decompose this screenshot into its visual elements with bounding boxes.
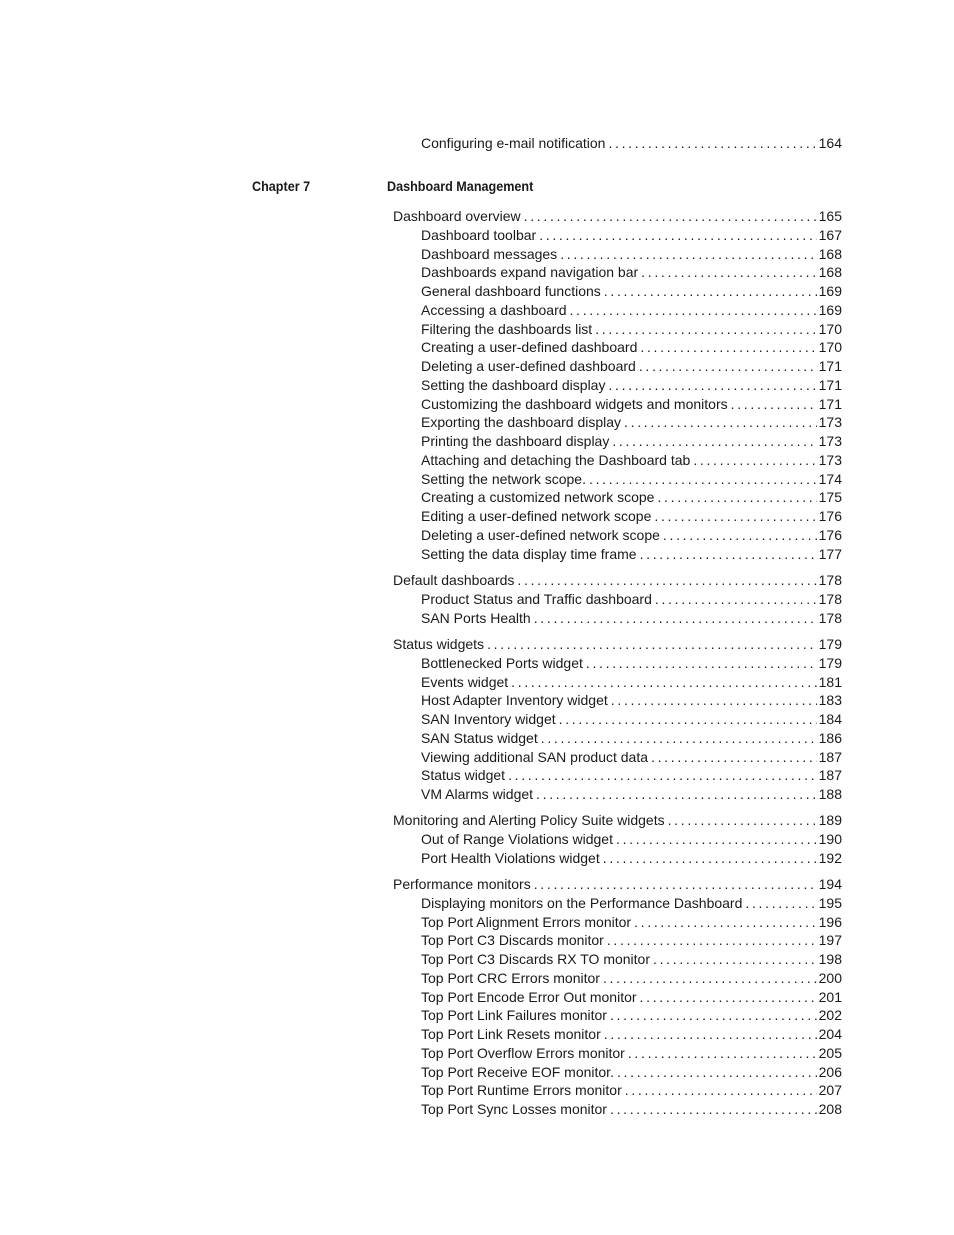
dot-leader xyxy=(603,969,817,988)
toc-entry-title: Monitoring and Alerting Policy Suite widgets xyxy=(393,812,665,828)
dot-leader xyxy=(653,950,817,969)
toc-entry-page: 206 xyxy=(818,1064,842,1080)
toc-entry-title: Editing a user-defined network scope xyxy=(421,508,652,524)
toc-entry-page: 178 xyxy=(818,572,842,588)
dot-leader xyxy=(651,748,817,767)
toc-entry-page: 175 xyxy=(818,489,842,505)
dot-leader xyxy=(603,849,817,868)
toc-entry[interactable] xyxy=(421,766,842,785)
dot-leader xyxy=(628,1044,817,1063)
toc-entry-page: 188 xyxy=(818,786,842,802)
toc-entry-title: Product Status and Traffic dashboard xyxy=(421,591,652,607)
toc-entry-page: 197 xyxy=(818,932,842,948)
toc-entry-page: 178 xyxy=(818,610,842,626)
toc-entry[interactable] xyxy=(421,654,842,673)
toc-entry-page: 207 xyxy=(818,1082,842,1098)
toc-entry-title: Viewing additional SAN product data xyxy=(421,749,649,765)
toc-entry-page: 170 xyxy=(818,339,842,355)
toc-entry[interactable] xyxy=(421,673,842,692)
toc-entry[interactable] xyxy=(421,894,842,913)
dot-leader xyxy=(508,766,817,785)
toc-entry-title: Performance monitors xyxy=(393,876,531,892)
toc-entry-page: 171 xyxy=(818,396,842,412)
toc-entry-title: Out of Range Violations widget xyxy=(421,831,613,847)
toc-entry-page: 192 xyxy=(818,850,842,866)
dot-leader xyxy=(536,785,817,804)
toc-entry-page: 205 xyxy=(818,1045,842,1061)
dot-leader xyxy=(595,320,816,339)
dot-leader xyxy=(610,1100,817,1119)
toc-entry[interactable] xyxy=(421,590,842,609)
toc-entry-title: Deleting a user-defined network scope xyxy=(421,527,660,543)
dot-leader xyxy=(604,1025,817,1044)
toc-entry[interactable] xyxy=(421,263,842,282)
dot-leader xyxy=(608,134,816,153)
dot-leader xyxy=(641,263,816,282)
toc-entry-title: Setting the network scope. xyxy=(421,471,586,487)
toc-entry-page: 194 xyxy=(818,876,842,892)
dot-leader xyxy=(610,1006,817,1025)
toc-entry[interactable] xyxy=(421,1006,842,1025)
toc-entry-page: 176 xyxy=(818,527,842,543)
toc-entry-page: 169 xyxy=(818,283,842,299)
toc-entry[interactable] xyxy=(421,432,842,451)
toc-entry-title: Creating a customized network scope xyxy=(421,489,655,505)
toc-entry-title: Creating a user-defined dashboard xyxy=(421,339,638,355)
dot-leader xyxy=(517,571,816,590)
toc-entry-title: Dashboard overview xyxy=(393,208,521,224)
toc-entry[interactable] xyxy=(421,488,842,507)
toc-entry[interactable] xyxy=(421,376,842,395)
toc-entry-title: Exporting the dashboard display xyxy=(421,414,622,430)
toc-entry[interactable] xyxy=(421,1025,842,1044)
dot-leader xyxy=(607,931,817,950)
dot-leader xyxy=(541,729,817,748)
toc-entry-title: Top Port Overflow Errors monitor xyxy=(421,1045,625,1061)
dot-leader xyxy=(559,710,817,729)
dot-leader xyxy=(534,609,817,628)
dot-leader xyxy=(611,691,817,710)
toc-entry-page: 171 xyxy=(818,358,842,374)
toc-entry-page: 173 xyxy=(818,452,842,468)
toc-entry[interactable] xyxy=(421,748,842,767)
toc-entry-title: Printing the dashboard display xyxy=(421,433,610,449)
dot-leader xyxy=(616,830,817,849)
dot-leader xyxy=(640,545,817,564)
toc-entry[interactable] xyxy=(421,729,842,748)
toc-entry[interactable] xyxy=(421,988,842,1007)
toc-entry-title: Deleting a user-defined dashboard xyxy=(421,358,636,374)
toc-entry-title: General dashboard functions xyxy=(421,283,601,299)
dot-leader xyxy=(640,988,817,1007)
toc-entry[interactable] xyxy=(421,950,842,969)
toc-entry-title: Status widget xyxy=(421,767,506,783)
toc-entry-title: Top Port C3 Discards RX TO monitor xyxy=(421,951,651,967)
toc-entry-title: SAN Status widget xyxy=(421,730,538,746)
dot-leader xyxy=(570,301,817,320)
toc-entry[interactable] xyxy=(421,1100,842,1119)
toc-entry-page: 174 xyxy=(818,471,842,487)
toc-entry-page: 190 xyxy=(818,831,842,847)
toc-entry[interactable] xyxy=(421,931,842,950)
toc-entry-page: 176 xyxy=(818,508,842,524)
dot-leader xyxy=(731,395,817,414)
dot-leader xyxy=(534,875,817,894)
toc-entry-page: 198 xyxy=(818,951,842,967)
dot-leader xyxy=(634,913,817,932)
toc-entry[interactable] xyxy=(421,282,842,301)
toc-entry-page: 208 xyxy=(818,1101,842,1117)
toc-entry[interactable] xyxy=(421,451,842,470)
dot-leader xyxy=(668,811,817,830)
toc-entry[interactable] xyxy=(421,357,842,376)
toc-entry-title: Top Port Sync Losses monitor xyxy=(421,1101,607,1117)
dot-leader xyxy=(511,673,816,692)
toc-section[interactable] xyxy=(393,635,842,654)
toc-entry[interactable] xyxy=(421,395,842,414)
dot-leader xyxy=(625,1081,817,1100)
toc-entry-page: 173 xyxy=(818,433,842,449)
toc-entry-title: Dashboards expand navigation bar xyxy=(421,264,639,280)
toc-entry-page: 171 xyxy=(818,377,842,393)
toc-entry-page: 204 xyxy=(818,1026,842,1042)
toc-entry-page: 167 xyxy=(818,227,842,243)
toc-entry-title: Top Port Link Resets monitor xyxy=(421,1026,601,1042)
toc-entry[interactable] xyxy=(421,245,842,264)
toc-entry-page: 189 xyxy=(818,812,842,828)
toc-entry-page: 195 xyxy=(818,895,842,911)
dot-leader xyxy=(693,451,816,470)
toc-entry-page: 201 xyxy=(818,989,842,1005)
dot-leader xyxy=(586,654,817,673)
toc-entry-title: Top Port CRC Errors monitor xyxy=(421,970,600,986)
toc-entry-title: Dashboard messages xyxy=(421,246,558,262)
chapter-title: Dashboard Management xyxy=(387,178,534,194)
toc-entry[interactable] xyxy=(421,320,842,339)
toc-entry-page: 187 xyxy=(818,767,842,783)
dot-leader xyxy=(487,635,817,654)
toc-section[interactable] xyxy=(393,875,842,894)
dot-leader xyxy=(612,432,816,451)
toc-entry-title: Events widget xyxy=(421,674,509,690)
toc-entry-title: Default dashboards xyxy=(393,572,515,588)
dot-leader xyxy=(560,245,816,264)
toc-entry-title: Top Port Runtime Errors monitor xyxy=(421,1082,622,1098)
toc-entry-title: VM Alarms widget xyxy=(421,786,534,802)
toc-entry[interactable] xyxy=(421,710,842,729)
toc-entry-title: Dashboard toolbar xyxy=(421,227,537,243)
toc-entry-page: 168 xyxy=(818,264,842,280)
toc-entry-title: Host Adapter Inventory widget xyxy=(421,692,608,708)
toc-entry-title: Status widgets xyxy=(393,636,485,652)
dot-leader xyxy=(655,590,817,609)
toc-entry-page: 173 xyxy=(818,414,842,430)
toc-entry-page: 183 xyxy=(818,692,842,708)
toc-entry-page: 178 xyxy=(818,591,842,607)
toc-entry[interactable] xyxy=(421,413,842,432)
toc-entry-page: 184 xyxy=(818,711,842,727)
toc-entry[interactable] xyxy=(421,691,842,710)
toc-entry-title: Top Port Encode Error Out monitor xyxy=(421,989,637,1005)
toc-entry[interactable] xyxy=(421,609,842,628)
toc-entry[interactable] xyxy=(421,969,842,988)
toc-entry-page: 202 xyxy=(818,1007,842,1023)
dot-leader xyxy=(657,488,816,507)
toc-entry-page: 165 xyxy=(818,208,842,224)
toc-entry-page: 186 xyxy=(818,730,842,746)
toc-entry-title: Accessing a dashboard xyxy=(421,302,567,318)
toc-entry[interactable] xyxy=(421,545,842,564)
toc-entry-title: Attaching and detaching the Dashboard tab xyxy=(421,452,691,468)
dot-leader xyxy=(640,338,816,357)
toc-entry[interactable] xyxy=(421,1044,842,1063)
toc-entry-title: Top Port C3 Discards monitor xyxy=(421,932,604,948)
toc-entry[interactable] xyxy=(421,526,842,545)
toc-entry[interactable] xyxy=(421,913,842,932)
chapter-label: Chapter 7 xyxy=(252,178,311,194)
toc-entry[interactable] xyxy=(421,507,842,526)
toc-entry[interactable] xyxy=(421,134,842,153)
toc-entry[interactable] xyxy=(421,1081,842,1100)
toc-entry-title: Customizing the dashboard widgets and monitors xyxy=(421,396,728,412)
toc-entry-title: Top Port Link Failures monitor xyxy=(421,1007,607,1023)
toc-entry[interactable] xyxy=(421,226,842,245)
toc-entry-page: 164 xyxy=(818,135,842,151)
dot-leader xyxy=(617,1063,817,1082)
toc-entry-title: Filtering the dashboards list xyxy=(421,321,593,337)
toc-section[interactable] xyxy=(393,207,842,226)
dot-leader xyxy=(654,507,816,526)
toc-entry-page: 200 xyxy=(818,970,842,986)
toc-entry-title: Top Port Alignment Errors monitor xyxy=(421,914,632,930)
toc-entry-title: SAN Ports Health xyxy=(421,610,531,626)
toc-section[interactable] xyxy=(393,571,842,590)
toc-entry-page: 168 xyxy=(818,246,842,262)
dot-leader xyxy=(745,894,816,913)
dot-leader xyxy=(608,376,816,395)
toc-entry[interactable] xyxy=(421,338,842,357)
toc-entry[interactable] xyxy=(421,849,842,868)
toc-entry-title: Configuring e-mail notification xyxy=(421,135,606,151)
toc-entry-page: 170 xyxy=(818,321,842,337)
toc-entry-page: 187 xyxy=(818,749,842,765)
dot-leader xyxy=(524,207,817,226)
toc-entry-title: SAN Inventory widget xyxy=(421,711,556,727)
toc-entry-title: Displaying monitors on the Performance Dashboard xyxy=(421,895,743,911)
toc-entry-page: 181 xyxy=(818,674,842,690)
toc-entry-title: Port Health Violations widget xyxy=(421,850,600,866)
toc-entry[interactable] xyxy=(421,785,842,804)
toc-entry-page: 196 xyxy=(818,914,842,930)
dot-leader xyxy=(663,526,817,545)
toc-section[interactable] xyxy=(393,811,842,830)
toc-entry-page: 179 xyxy=(818,636,842,652)
toc-entry-page: 169 xyxy=(818,302,842,318)
toc-entry-title: Bottlenecked Ports widget xyxy=(421,655,583,671)
toc-entry[interactable] xyxy=(421,301,842,320)
dot-leader xyxy=(539,226,816,245)
toc-entry-title: Setting the dashboard display xyxy=(421,377,606,393)
toc-entry[interactable] xyxy=(421,1063,842,1082)
toc-entry-page: 179 xyxy=(818,655,842,671)
toc-entry-page: 177 xyxy=(818,546,842,562)
dot-leader xyxy=(589,470,817,489)
dot-leader xyxy=(624,413,817,432)
toc-entry[interactable] xyxy=(421,830,842,849)
toc-entry-title: Top Port Receive EOF monitor. xyxy=(421,1064,614,1080)
toc-entry-title: Setting the data display time frame xyxy=(421,546,637,562)
dot-leader xyxy=(639,357,817,376)
toc-entry[interactable] xyxy=(421,470,842,489)
dot-leader xyxy=(604,282,817,301)
